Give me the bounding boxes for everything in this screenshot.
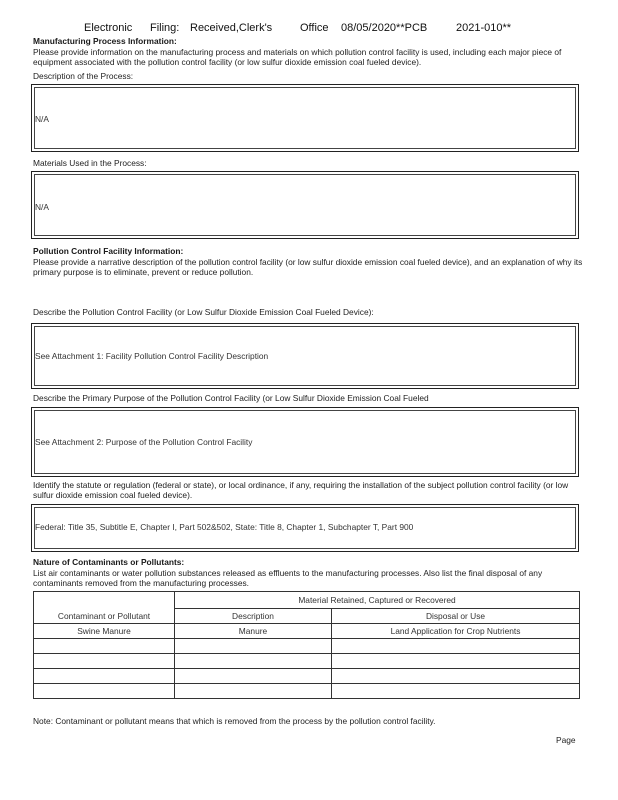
table-row bbox=[34, 639, 580, 654]
table-row bbox=[34, 654, 580, 669]
description-cell[interactable] bbox=[175, 639, 332, 654]
primary-purpose-value: See Attachment 2: Purpose of the Pollution Control Facility bbox=[35, 437, 253, 447]
disposal-cell[interactable] bbox=[332, 669, 580, 684]
table-column-header-row bbox=[34, 609, 580, 624]
disposal-cell[interactable]: Land Application for Crop Nutrients bbox=[332, 624, 580, 639]
header-date-pcb: 08/05/2020**PCB bbox=[341, 22, 428, 34]
statute-value: Federal: Title 35, Subtitle E, Chapter I, Part 502&502, State: Title 8, Chapter 1, Subchapter T, Part 900 bbox=[35, 522, 414, 532]
disposal-cell[interactable] bbox=[332, 684, 580, 699]
description-cell[interactable] bbox=[175, 654, 332, 669]
materials-label: Materials Used in the Process: bbox=[33, 158, 147, 168]
manufacturing-heading: Manufacturing Process Information: bbox=[33, 36, 177, 46]
description-label: Description of the Process: bbox=[33, 71, 134, 81]
table-row bbox=[34, 684, 580, 699]
col-description-header: Description bbox=[175, 609, 332, 624]
description-cell[interactable] bbox=[175, 684, 332, 699]
primary-purpose-label: Describe the Primary Purpose of the Pollution Control Facility (or Low Sulfur Dioxide Emission Coal Fueled bbox=[33, 393, 429, 403]
disposal-cell[interactable] bbox=[332, 639, 580, 654]
statute-label: Identify the statute or regulation (federal or state), or local ordinance, if any, requiring the installation of the subject pollution control facility (or low sulfur dioxide emission coal fueled device). bbox=[33, 480, 569, 500]
description-cell[interactable] bbox=[175, 669, 332, 684]
table-group-header: Material Retained, Captured or Recovered bbox=[175, 592, 580, 609]
materials-field[interactable] bbox=[31, 171, 579, 239]
header-electronic: Electronic bbox=[84, 22, 133, 34]
table-blank-header-cell bbox=[34, 592, 175, 609]
disposal-cell[interactable] bbox=[332, 654, 580, 669]
manufacturing-instructions: Please provide information on the manufacturing process and materials on which pollution control facility is used, including each major piece of equipment associated with the pollution control facility (or low sulfur dioxide emission coal fueled device). bbox=[33, 47, 562, 67]
pollution-control-heading: Pollution Control Facility Information: bbox=[33, 246, 184, 256]
description-field-inner-border bbox=[34, 87, 576, 149]
contaminants-instructions: List air contaminants or water pollution substances released as effluents to the manufacturing processes. Also list the final disposal of any contaminants removed from the manufacturing processes. bbox=[33, 568, 543, 588]
contaminant-cell[interactable] bbox=[34, 639, 175, 654]
contaminants-table bbox=[33, 591, 580, 699]
header-received: Received,Clerk's bbox=[190, 22, 273, 34]
contaminant-cell[interactable]: Swine Manure bbox=[34, 624, 175, 639]
describe-facility-field[interactable] bbox=[31, 323, 579, 389]
description-cell[interactable]: Manure bbox=[175, 624, 332, 639]
page-label: Page bbox=[556, 735, 576, 745]
statute-field[interactable] bbox=[31, 504, 579, 552]
contaminant-cell[interactable] bbox=[34, 684, 175, 699]
description-field[interactable] bbox=[31, 84, 579, 152]
pollution-control-instructions: Please provide a narrative description of the pollution control facility (or low sulfur dioxide emission coal fueled device), and an explanation of why its primary purpose is to eliminate, prevent or reduce pollution. bbox=[33, 257, 583, 277]
contaminant-cell[interactable] bbox=[34, 654, 175, 669]
table-group-header-row bbox=[34, 592, 580, 609]
table-row bbox=[34, 669, 580, 684]
description-value: N/A bbox=[35, 114, 49, 124]
header-filing: Filing: bbox=[150, 22, 180, 34]
describe-facility-label: Describe the Pollution Control Facility (or Low Sulfur Dioxide Emission Coal Fueled Device): bbox=[33, 307, 374, 317]
materials-value: N/A bbox=[35, 202, 49, 212]
contaminant-note: Note: Contaminant or pollutant means that which is removed from the process by the pollution control facility. bbox=[33, 716, 436, 726]
primary-purpose-field[interactable] bbox=[31, 407, 579, 477]
describe-facility-value: See Attachment 1: Facility Pollution Control Facility Description bbox=[35, 351, 269, 361]
materials-field-inner-border bbox=[34, 174, 576, 236]
header-case-number: 2021-010** bbox=[456, 22, 512, 34]
table-row bbox=[34, 624, 580, 639]
col-disposal-header: Disposal or Use bbox=[332, 609, 580, 624]
contaminant-cell[interactable] bbox=[34, 669, 175, 684]
col-contaminant-header: Contaminant or Pollutant bbox=[34, 609, 175, 624]
header-office: Office bbox=[300, 22, 329, 34]
contaminants-heading: Nature of Contaminants or Pollutants: bbox=[33, 557, 185, 567]
